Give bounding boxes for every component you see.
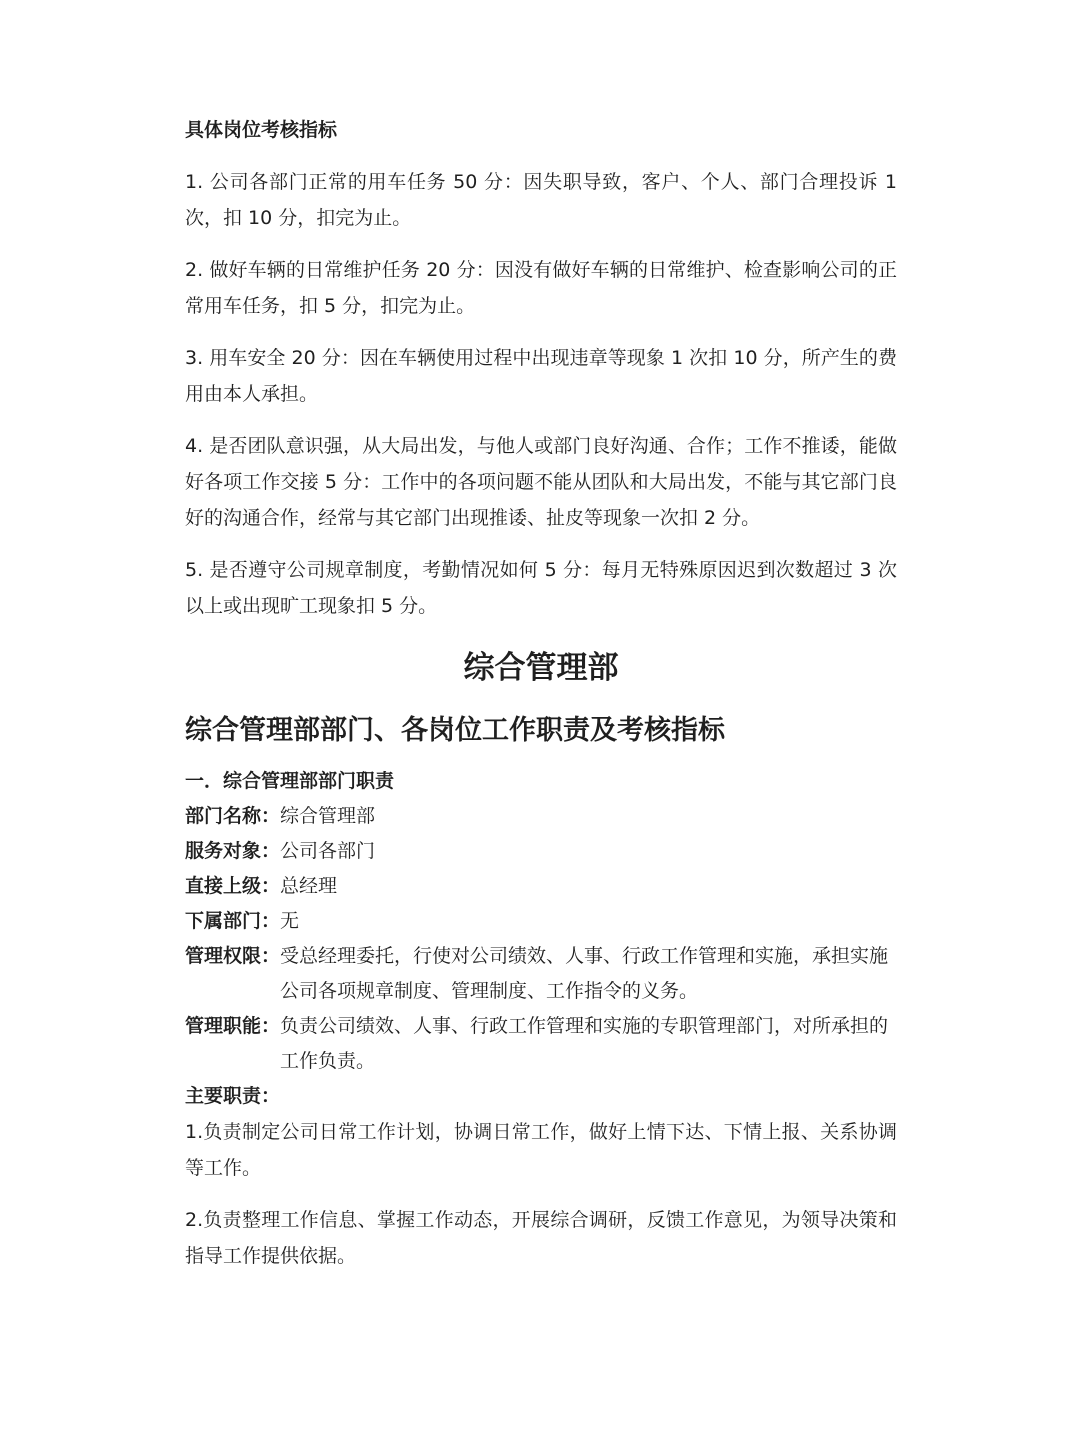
info-row-management-function [185,1009,897,1079]
info-label: 管理职能： [185,1015,281,1037]
info-value: 公司各部门 [280,840,376,862]
info-value: 总经理 [280,875,338,897]
duties-heading: 主要职责： [185,1085,281,1107]
department-subtitle: 综合管理部部门、各岗位工作职责及考核指标 [185,715,725,746]
info-row-department-name [185,799,897,834]
assessment-item: 3. 用车安全 20 分：因在车辆使用过程中出现违章等现象 1 次扣 10 分，所产生的费用由本人承担。 [185,347,897,405]
info-row-subordinate-departments [185,904,897,939]
document-page [185,112,897,1290]
info-value: 综合管理部 [280,805,376,827]
info-label: 管理权限： [185,945,281,967]
assessment-item: 4. 是否团队意识强，从大局出发，与他人或部门良好沟通、合作；工作不推诿，能做好各项工作交接 5 分：工作中的各项问题不能从团队和大局出发，不能与其它部门良好的沟通合作，经常与其它部门出现推诿、扯皮等现象一次扣 2 分。 [185,435,897,529]
info-label: 部门名称： [185,805,281,827]
info-value: 受总经理委托，行使对公司绩效、人事、行政工作管理和实施，承担实施公司各项规章制度、管理制度、工作指令的义务。 [280,945,889,1002]
info-row-service-target [185,834,897,869]
department-title: 综合管理部 [463,650,619,686]
assessment-item: 1. 公司各部门正常的用车任务 50 分：因失职导致，客户、个人、部门合理投诉 1 次，扣 10 分，扣完为止。 [185,171,897,229]
info-label: 直接上级： [185,875,281,897]
info-value: 无 [280,910,300,932]
assessment-item: 2. 做好车辆的日常维护任务 20 分：因没有做好车辆的日常维护、检查影响公司的正常用车任务，扣 5 分，扣完为止。 [185,259,897,317]
duty-item: 1.负责制定公司日常工作计划，协调日常工作，做好上情下达、下情上报、关系协调等工作。 [185,1121,897,1179]
assessment-item: 5. 是否遵守公司规章制度，考勤情况如何 5 分：每月无特殊原因迟到次数超过 3 次以上或出现旷工现象扣 5 分。 [185,559,897,617]
assessment-heading: 具体岗位考核指标 [185,119,338,141]
info-label: 服务对象： [185,840,281,862]
duty-item: 2.负责整理工作信息、掌握工作动态，开展综合调研，反馈工作意见，为领导决策和指导工作提供依据。 [185,1209,897,1267]
info-label: 下属部门： [185,910,281,932]
department-section-heading: 一．综合管理部部门职责 [185,770,395,792]
info-row-direct-superior [185,869,897,904]
info-row-management-authority [185,939,897,1009]
info-value: 负责公司绩效、人事、行政工作管理和实施的专职管理部门，对所承担的工作负责。 [280,1015,889,1072]
